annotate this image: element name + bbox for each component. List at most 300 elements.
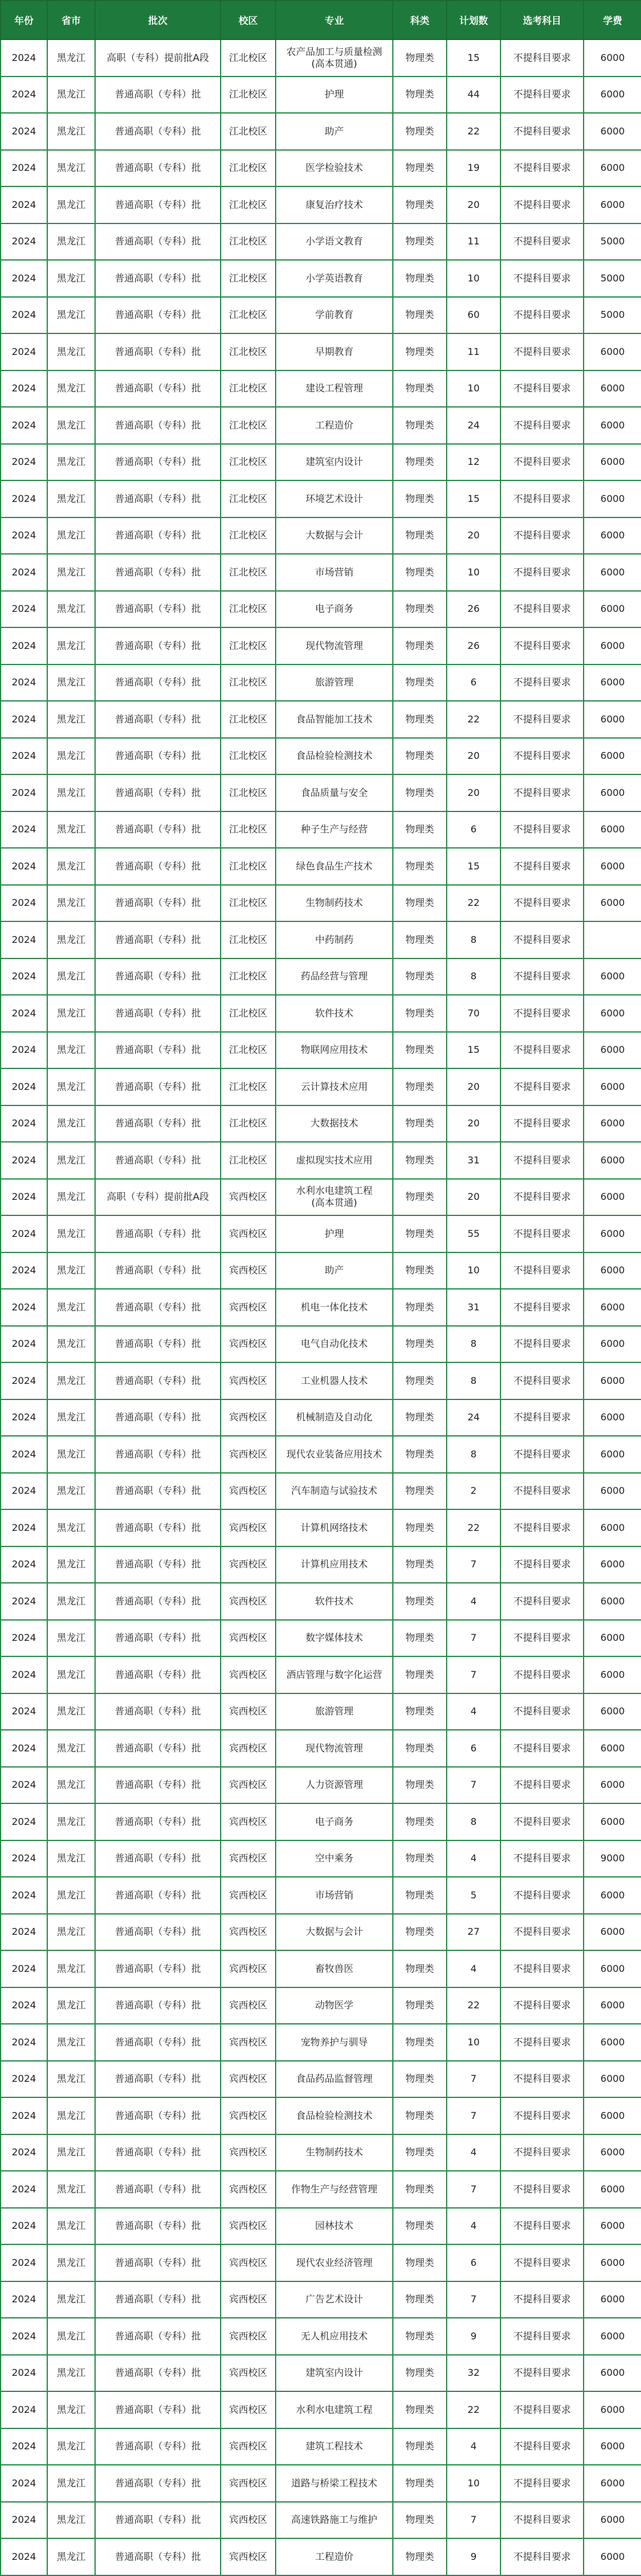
province-cell: 黑龙江: [47, 885, 95, 922]
required-subjects-cell: 不提科目要求: [500, 2208, 584, 2245]
batch-cell: 普通高职（专科）批: [95, 1877, 221, 1914]
table-header: [1, 1, 641, 39]
year-cell: 2024: [1, 1877, 47, 1914]
required-subjects-cell: 不提科目要求: [500, 2024, 584, 2061]
batch-cell: 普通高职（专科）批: [95, 2538, 221, 2575]
campus-cell: 江北校区: [221, 554, 276, 591]
batch-cell: 普通高职（专科）批: [95, 1215, 221, 1252]
campus-cell: 江北校区: [221, 113, 276, 150]
table-row: [1, 1583, 641, 1620]
tuition-cell: 6000: [584, 1620, 641, 1657]
tuition-cell: 6000: [584, 1436, 641, 1473]
table-row: [1, 1252, 641, 1289]
tuition-cell: 6000: [584, 1252, 641, 1289]
plan-count-cell: 4: [447, 1950, 500, 1987]
major-cell: 市场营销: [276, 554, 393, 591]
plan-count-cell: 10: [447, 1252, 500, 1289]
subject-type-cell: 物理类: [393, 811, 447, 849]
table-row: [1, 848, 641, 885]
province-cell: 黑龙江: [47, 1987, 95, 2024]
batch-cell: 普通高职（专科）批: [95, 1509, 221, 1546]
plan-count-cell: 31: [447, 1142, 500, 1179]
campus-cell: 宾西校区: [221, 1730, 276, 1767]
batch-cell: 普通高职（专科）批: [95, 2465, 221, 2502]
subject-type-cell: 物理类: [393, 885, 447, 922]
plan-count-cell: 26: [447, 591, 500, 628]
plan-count-cell: 7: [447, 1656, 500, 1693]
required-subjects-cell: 不提科目要求: [500, 1656, 584, 1693]
table-row: [1, 2538, 641, 2575]
tuition-cell: 5000: [584, 223, 641, 261]
year-cell: 2024: [1, 1068, 47, 1105]
batch-cell: 普通高职（专科）批: [95, 921, 221, 958]
table-row: [1, 1656, 641, 1693]
tuition-cell: 5000: [584, 260, 641, 297]
province-cell: 黑龙江: [47, 480, 95, 517]
subject-type-cell: 物理类: [393, 2134, 447, 2171]
table-row: [1, 1105, 641, 1142]
table-row: [1, 2318, 641, 2355]
province-cell: 黑龙江: [47, 2281, 95, 2318]
plan-count-cell: 10: [447, 2024, 500, 2061]
major-cell: 护理: [276, 76, 393, 114]
major-cell: 道路与桥梁工程技术: [276, 2465, 393, 2502]
province-cell: 黑龙江: [47, 1215, 95, 1252]
required-subjects-cell: 不提科目要求: [500, 2355, 584, 2392]
required-subjects-cell: 不提科目要求: [500, 223, 584, 261]
plan-count-cell: 20: [447, 1068, 500, 1105]
plan-count-cell: 20: [447, 186, 500, 223]
batch-cell: 普通高职（专科）批: [95, 1950, 221, 1987]
batch-cell: 普通高职（专科）批: [95, 76, 221, 114]
major-cell: 旅游管理: [276, 1693, 393, 1730]
year-cell: 2024: [1, 2318, 47, 2355]
subject-type-cell: 物理类: [393, 480, 447, 517]
plan-count-cell: 27: [447, 1914, 500, 1951]
major-cell: 计算机网络技术: [276, 1509, 393, 1546]
tuition-cell: 6000: [584, 774, 641, 811]
campus-cell: 江北校区: [221, 811, 276, 849]
batch-cell: 普通高职（专科）批: [95, 186, 221, 223]
batch-cell: 普通高职（专科）批: [95, 260, 221, 297]
batch-cell: 普通高职（专科）批: [95, 1803, 221, 1840]
major-cell: 电气自动化技术: [276, 1326, 393, 1363]
batch-cell: 普通高职（专科）批: [95, 113, 221, 150]
required-subjects-cell: 不提科目要求: [500, 958, 584, 996]
year-cell: 2024: [1, 1803, 47, 1840]
plan-count-cell: 22: [447, 1987, 500, 2024]
major-cell: 早期教育: [276, 333, 393, 370]
plan-count-cell: 4: [447, 1693, 500, 1730]
subject-type-cell: 物理类: [393, 1950, 447, 1987]
tuition-cell: 6000: [584, 664, 641, 702]
table-row: [1, 1987, 641, 2024]
campus-cell: 宾西校区: [221, 1767, 276, 1804]
table-row: [1, 260, 641, 297]
province-cell: 黑龙江: [47, 223, 95, 261]
province-cell: 黑龙江: [47, 517, 95, 555]
table-row: [1, 1179, 641, 1216]
batch-cell: 普通高职（专科）批: [95, 1252, 221, 1289]
required-subjects-cell: 不提科目要求: [500, 591, 584, 628]
province-cell: 黑龙江: [47, 1546, 95, 1583]
plan-count-cell: 7: [447, 1546, 500, 1583]
province-cell: 黑龙江: [47, 1252, 95, 1289]
major-cell: 电子商务: [276, 1803, 393, 1840]
batch-cell: 普通高职（专科）批: [95, 1289, 221, 1326]
batch-cell: 普通高职（专科）批: [95, 627, 221, 664]
tuition-cell: 6000: [584, 885, 641, 922]
year-cell: 2024: [1, 1620, 47, 1657]
tuition-cell: 6000: [584, 333, 641, 370]
table-row: [1, 2208, 641, 2245]
campus-cell: 宾西校区: [221, 2318, 276, 2355]
subject-type-cell: 物理类: [393, 2244, 447, 2281]
plan-count-cell: 20: [447, 517, 500, 555]
plan-count-cell: 8: [447, 1326, 500, 1363]
subject-type-cell: 物理类: [393, 2061, 447, 2098]
plan-count-cell: 11: [447, 223, 500, 261]
batch-cell: 普通高职（专科）批: [95, 2244, 221, 2281]
campus-cell: 宾西校区: [221, 2208, 276, 2245]
batch-cell: 普通高职（专科）批: [95, 2061, 221, 2098]
tuition-cell: 6000: [584, 1803, 641, 1840]
year-cell: 2024: [1, 664, 47, 702]
required-subjects-cell: 不提科目要求: [500, 333, 584, 370]
year-cell: 2024: [1, 1509, 47, 1546]
plan-count-cell: 60: [447, 297, 500, 334]
province-cell: 黑龙江: [47, 1289, 95, 1326]
table-row: [1, 995, 641, 1032]
campus-cell: 江北校区: [221, 664, 276, 702]
batch-cell: 普通高职（专科）批: [95, 2428, 221, 2465]
header-year: 年份: [1, 1, 47, 39]
campus-cell: 江北校区: [221, 958, 276, 996]
required-subjects-cell: 不提科目要求: [500, 1546, 584, 1583]
campus-cell: 江北校区: [221, 260, 276, 297]
campus-cell: 江北校区: [221, 885, 276, 922]
table-row: [1, 407, 641, 444]
required-subjects-cell: 不提科目要求: [500, 113, 584, 150]
year-cell: 2024: [1, 1656, 47, 1693]
plan-count-cell: 32: [447, 2355, 500, 2392]
province-cell: 黑龙江: [47, 2391, 95, 2428]
required-subjects-cell: 不提科目要求: [500, 2428, 584, 2465]
required-subjects-cell: 不提科目要求: [500, 1950, 584, 1987]
province-cell: 黑龙江: [47, 1509, 95, 1546]
subject-type-cell: 物理类: [393, 2391, 447, 2428]
tuition-cell: 6000: [584, 150, 641, 187]
header-required-subjects: 选考科目: [500, 1, 584, 39]
campus-cell: 江北校区: [221, 848, 276, 885]
campus-cell: 江北校区: [221, 1142, 276, 1179]
major-cell: 工业机器人技术: [276, 1362, 393, 1399]
plan-count-cell: 7: [447, 2061, 500, 2098]
subject-type-cell: 物理类: [393, 150, 447, 187]
year-cell: 2024: [1, 480, 47, 517]
tuition-cell: 6000: [584, 370, 641, 408]
year-cell: 2024: [1, 1215, 47, 1252]
table-row: [1, 113, 641, 150]
required-subjects-cell: 不提科目要求: [500, 1326, 584, 1363]
required-subjects-cell: 不提科目要求: [500, 738, 584, 775]
required-subjects-cell: 不提科目要求: [500, 1730, 584, 1767]
batch-cell: 普通高职（专科）批: [95, 407, 221, 444]
year-cell: 2024: [1, 554, 47, 591]
province-cell: 黑龙江: [47, 1877, 95, 1914]
province-cell: 黑龙江: [47, 738, 95, 775]
table-row: [1, 2391, 641, 2428]
table-row: [1, 554, 641, 591]
province-cell: 黑龙江: [47, 1840, 95, 1877]
table-row: [1, 1767, 641, 1804]
plan-count-cell: 8: [447, 1362, 500, 1399]
plan-count-cell: 15: [447, 39, 500, 76]
batch-cell: 高职（专科）提前批A段: [95, 1179, 221, 1216]
required-subjects-cell: 不提科目要求: [500, 407, 584, 444]
year-cell: 2024: [1, 1987, 47, 2024]
province-cell: 黑龙江: [47, 1032, 95, 1069]
batch-cell: 普通高职（专科）批: [95, 995, 221, 1032]
campus-cell: 宾西校区: [221, 1362, 276, 1399]
batch-cell: 普通高职（专科）批: [95, 480, 221, 517]
subject-type-cell: 物理类: [393, 1546, 447, 1583]
subject-type-cell: 物理类: [393, 39, 447, 76]
subject-type-cell: 物理类: [393, 995, 447, 1032]
table-row: [1, 1032, 641, 1069]
tuition-cell: 6000: [584, 554, 641, 591]
batch-cell: 普通高职（专科）批: [95, 517, 221, 555]
required-subjects-cell: 不提科目要求: [500, 297, 584, 334]
plan-count-cell: 7: [447, 2171, 500, 2208]
year-cell: 2024: [1, 517, 47, 555]
campus-cell: 宾西校区: [221, 1840, 276, 1877]
campus-cell: 宾西校区: [221, 1803, 276, 1840]
table-row: [1, 1840, 641, 1877]
plan-count-cell: 10: [447, 2465, 500, 2502]
subject-type-cell: 物理类: [393, 1877, 447, 1914]
campus-cell: 江北校区: [221, 39, 276, 76]
province-cell: 黑龙江: [47, 921, 95, 958]
year-cell: 2024: [1, 1179, 47, 1216]
campus-cell: 宾西校区: [221, 1546, 276, 1583]
table-row: [1, 150, 641, 187]
campus-cell: 宾西校区: [221, 2502, 276, 2539]
table-row: [1, 1877, 641, 1914]
plan-count-cell: 4: [447, 1840, 500, 1877]
major-cell: 高速铁路施工与维护: [276, 2502, 393, 2539]
major-cell: 工程造价: [276, 2538, 393, 2575]
required-subjects-cell: 不提科目要求: [500, 39, 584, 76]
major-cell: 现代农业经济管理: [276, 2244, 393, 2281]
batch-cell: 普通高职（专科）批: [95, 1326, 221, 1363]
campus-cell: 江北校区: [221, 1068, 276, 1105]
campus-cell: 宾西校区: [221, 2024, 276, 2061]
major-cell: 药品经营与管理: [276, 958, 393, 996]
batch-cell: 普通高职（专科）批: [95, 1546, 221, 1583]
required-subjects-cell: 不提科目要求: [500, 2502, 584, 2539]
year-cell: 2024: [1, 774, 47, 811]
year-cell: 2024: [1, 958, 47, 996]
batch-cell: 普通高职（专科）批: [95, 554, 221, 591]
campus-cell: 江北校区: [221, 774, 276, 811]
tuition-cell: 6000: [584, 701, 641, 738]
year-cell: 2024: [1, 995, 47, 1032]
tuition-cell: 6000: [584, 1142, 641, 1179]
required-subjects-cell: 不提科目要求: [500, 1436, 584, 1473]
tuition-cell: 6000: [584, 1105, 641, 1142]
province-cell: 黑龙江: [47, 2355, 95, 2392]
province-cell: 黑龙江: [47, 2061, 95, 2098]
subject-type-cell: 物理类: [393, 407, 447, 444]
province-cell: 黑龙江: [47, 1473, 95, 1510]
campus-cell: 宾西校区: [221, 1914, 276, 1951]
required-subjects-cell: 不提科目要求: [500, 260, 584, 297]
year-cell: 2024: [1, 1399, 47, 1436]
subject-type-cell: 物理类: [393, 1987, 447, 2024]
year-cell: 2024: [1, 1546, 47, 1583]
campus-cell: 江北校区: [221, 150, 276, 187]
batch-cell: 普通高职（专科）批: [95, 1473, 221, 1510]
required-subjects-cell: 不提科目要求: [500, 186, 584, 223]
campus-cell: 宾西校区: [221, 1950, 276, 1987]
table-row: [1, 370, 641, 408]
table-row: [1, 2171, 641, 2208]
plan-count-cell: 9: [447, 2318, 500, 2355]
batch-cell: 普通高职（专科）批: [95, 2281, 221, 2318]
plan-count-cell: 6: [447, 811, 500, 849]
required-subjects-cell: 不提科目要求: [500, 921, 584, 958]
table-row: [1, 39, 641, 76]
tuition-cell: 6000: [584, 1179, 641, 1216]
required-subjects-cell: 不提科目要求: [500, 1803, 584, 1840]
plan-count-cell: 7: [447, 2502, 500, 2539]
header-campus: 校区: [221, 1, 276, 39]
plan-count-cell: 20: [447, 738, 500, 775]
table-row: [1, 2281, 641, 2318]
tuition-cell: 6000: [584, 848, 641, 885]
batch-cell: 普通高职（专科）批: [95, 297, 221, 334]
table-row: [1, 811, 641, 849]
tuition-cell: 9000: [584, 1840, 641, 1877]
campus-cell: 江北校区: [221, 591, 276, 628]
plan-count-cell: 22: [447, 2391, 500, 2428]
subject-type-cell: 物理类: [393, 958, 447, 996]
required-subjects-cell: 不提科目要求: [500, 1289, 584, 1326]
required-subjects-cell: 不提科目要求: [500, 664, 584, 702]
batch-cell: 普通高职（专科）批: [95, 1656, 221, 1693]
subject-type-cell: 物理类: [393, 297, 447, 334]
campus-cell: 江北校区: [221, 407, 276, 444]
tuition-cell: 6000: [584, 1362, 641, 1399]
plan-count-cell: 55: [447, 1215, 500, 1252]
plan-count-cell: 22: [447, 113, 500, 150]
campus-cell: 宾西校区: [221, 1693, 276, 1730]
province-cell: 黑龙江: [47, 2465, 95, 2502]
campus-cell: 宾西校区: [221, 1987, 276, 2024]
plan-count-cell: 15: [447, 480, 500, 517]
plan-count-cell: 2: [447, 1473, 500, 1510]
major-cell: 虚拟现实技术应用: [276, 1142, 393, 1179]
plan-count-cell: 12: [447, 444, 500, 481]
batch-cell: 普通高职（专科）批: [95, 2355, 221, 2392]
subject-type-cell: 物理类: [393, 1730, 447, 1767]
subject-type-cell: 物理类: [393, 2428, 447, 2465]
subject-type-cell: 物理类: [393, 2538, 447, 2575]
required-subjects-cell: 不提科目要求: [500, 517, 584, 555]
tuition-cell: 6000: [584, 2502, 641, 2539]
province-cell: 黑龙江: [47, 2318, 95, 2355]
subject-type-cell: 物理类: [393, 1252, 447, 1289]
tuition-cell: 6000: [584, 2465, 641, 2502]
plan-count-cell: 8: [447, 1436, 500, 1473]
year-cell: 2024: [1, 1105, 47, 1142]
table-row: [1, 1142, 641, 1179]
campus-cell: 江北校区: [221, 995, 276, 1032]
major-cell: 建筑室内设计: [276, 2355, 393, 2392]
batch-cell: 普通高职（专科）批: [95, 1987, 221, 2024]
province-cell: 黑龙江: [47, 2024, 95, 2061]
major-cell: 中药制药: [276, 921, 393, 958]
subject-type-cell: 物理类: [393, 186, 447, 223]
subject-type-cell: 物理类: [393, 1362, 447, 1399]
table-row: [1, 2244, 641, 2281]
required-subjects-cell: 不提科目要求: [500, 1987, 584, 2024]
plan-count-cell: 8: [447, 1803, 500, 1840]
province-cell: 黑龙江: [47, 2502, 95, 2539]
year-cell: 2024: [1, 444, 47, 481]
batch-cell: 普通高职（专科）批: [95, 1105, 221, 1142]
year-cell: 2024: [1, 1914, 47, 1951]
major-cell: 汽车制造与试验技术: [276, 1473, 393, 1510]
major-cell: 广告艺术设计: [276, 2281, 393, 2318]
plan-count-cell: 10: [447, 260, 500, 297]
required-subjects-cell: 不提科目要求: [500, 1179, 584, 1216]
tuition-cell: 6000: [584, 1546, 641, 1583]
campus-cell: 江北校区: [221, 370, 276, 408]
subject-type-cell: 物理类: [393, 1289, 447, 1326]
major-cell: 物联网应用技术: [276, 1032, 393, 1069]
table-row: [1, 664, 641, 702]
plan-count-cell: 7: [447, 1620, 500, 1657]
tuition-cell: 6000: [584, 2097, 641, 2134]
header-row: [1, 1, 641, 39]
campus-cell: 江北校区: [221, 517, 276, 555]
major-cell: 建筑工程技术: [276, 2428, 393, 2465]
province-cell: 黑龙江: [47, 1583, 95, 1620]
tuition-cell: 6000: [584, 2538, 641, 2575]
year-cell: 2024: [1, 1840, 47, 1877]
tuition-cell: 6000: [584, 591, 641, 628]
batch-cell: 普通高职（专科）批: [95, 848, 221, 885]
plan-count-cell: 8: [447, 921, 500, 958]
batch-cell: 普通高职（专科）批: [95, 774, 221, 811]
batch-cell: 普通高职（专科）批: [95, 2171, 221, 2208]
major-cell: 大数据与会计: [276, 517, 393, 555]
plan-count-cell: 4: [447, 2428, 500, 2465]
year-cell: 2024: [1, 2024, 47, 2061]
header-plan-count: 计划数: [447, 1, 500, 39]
major-cell: 酒店管理与数字化运营: [276, 1656, 393, 1693]
required-subjects-cell: 不提科目要求: [500, 627, 584, 664]
batch-cell: 普通高职（专科）批: [95, 333, 221, 370]
province-cell: 黑龙江: [47, 444, 95, 481]
subject-type-cell: 物理类: [393, 1583, 447, 1620]
year-cell: 2024: [1, 1583, 47, 1620]
major-cell: 食品检验检测技术: [276, 2097, 393, 2134]
province-cell: 黑龙江: [47, 2171, 95, 2208]
major-cell: 建设工程管理: [276, 370, 393, 408]
